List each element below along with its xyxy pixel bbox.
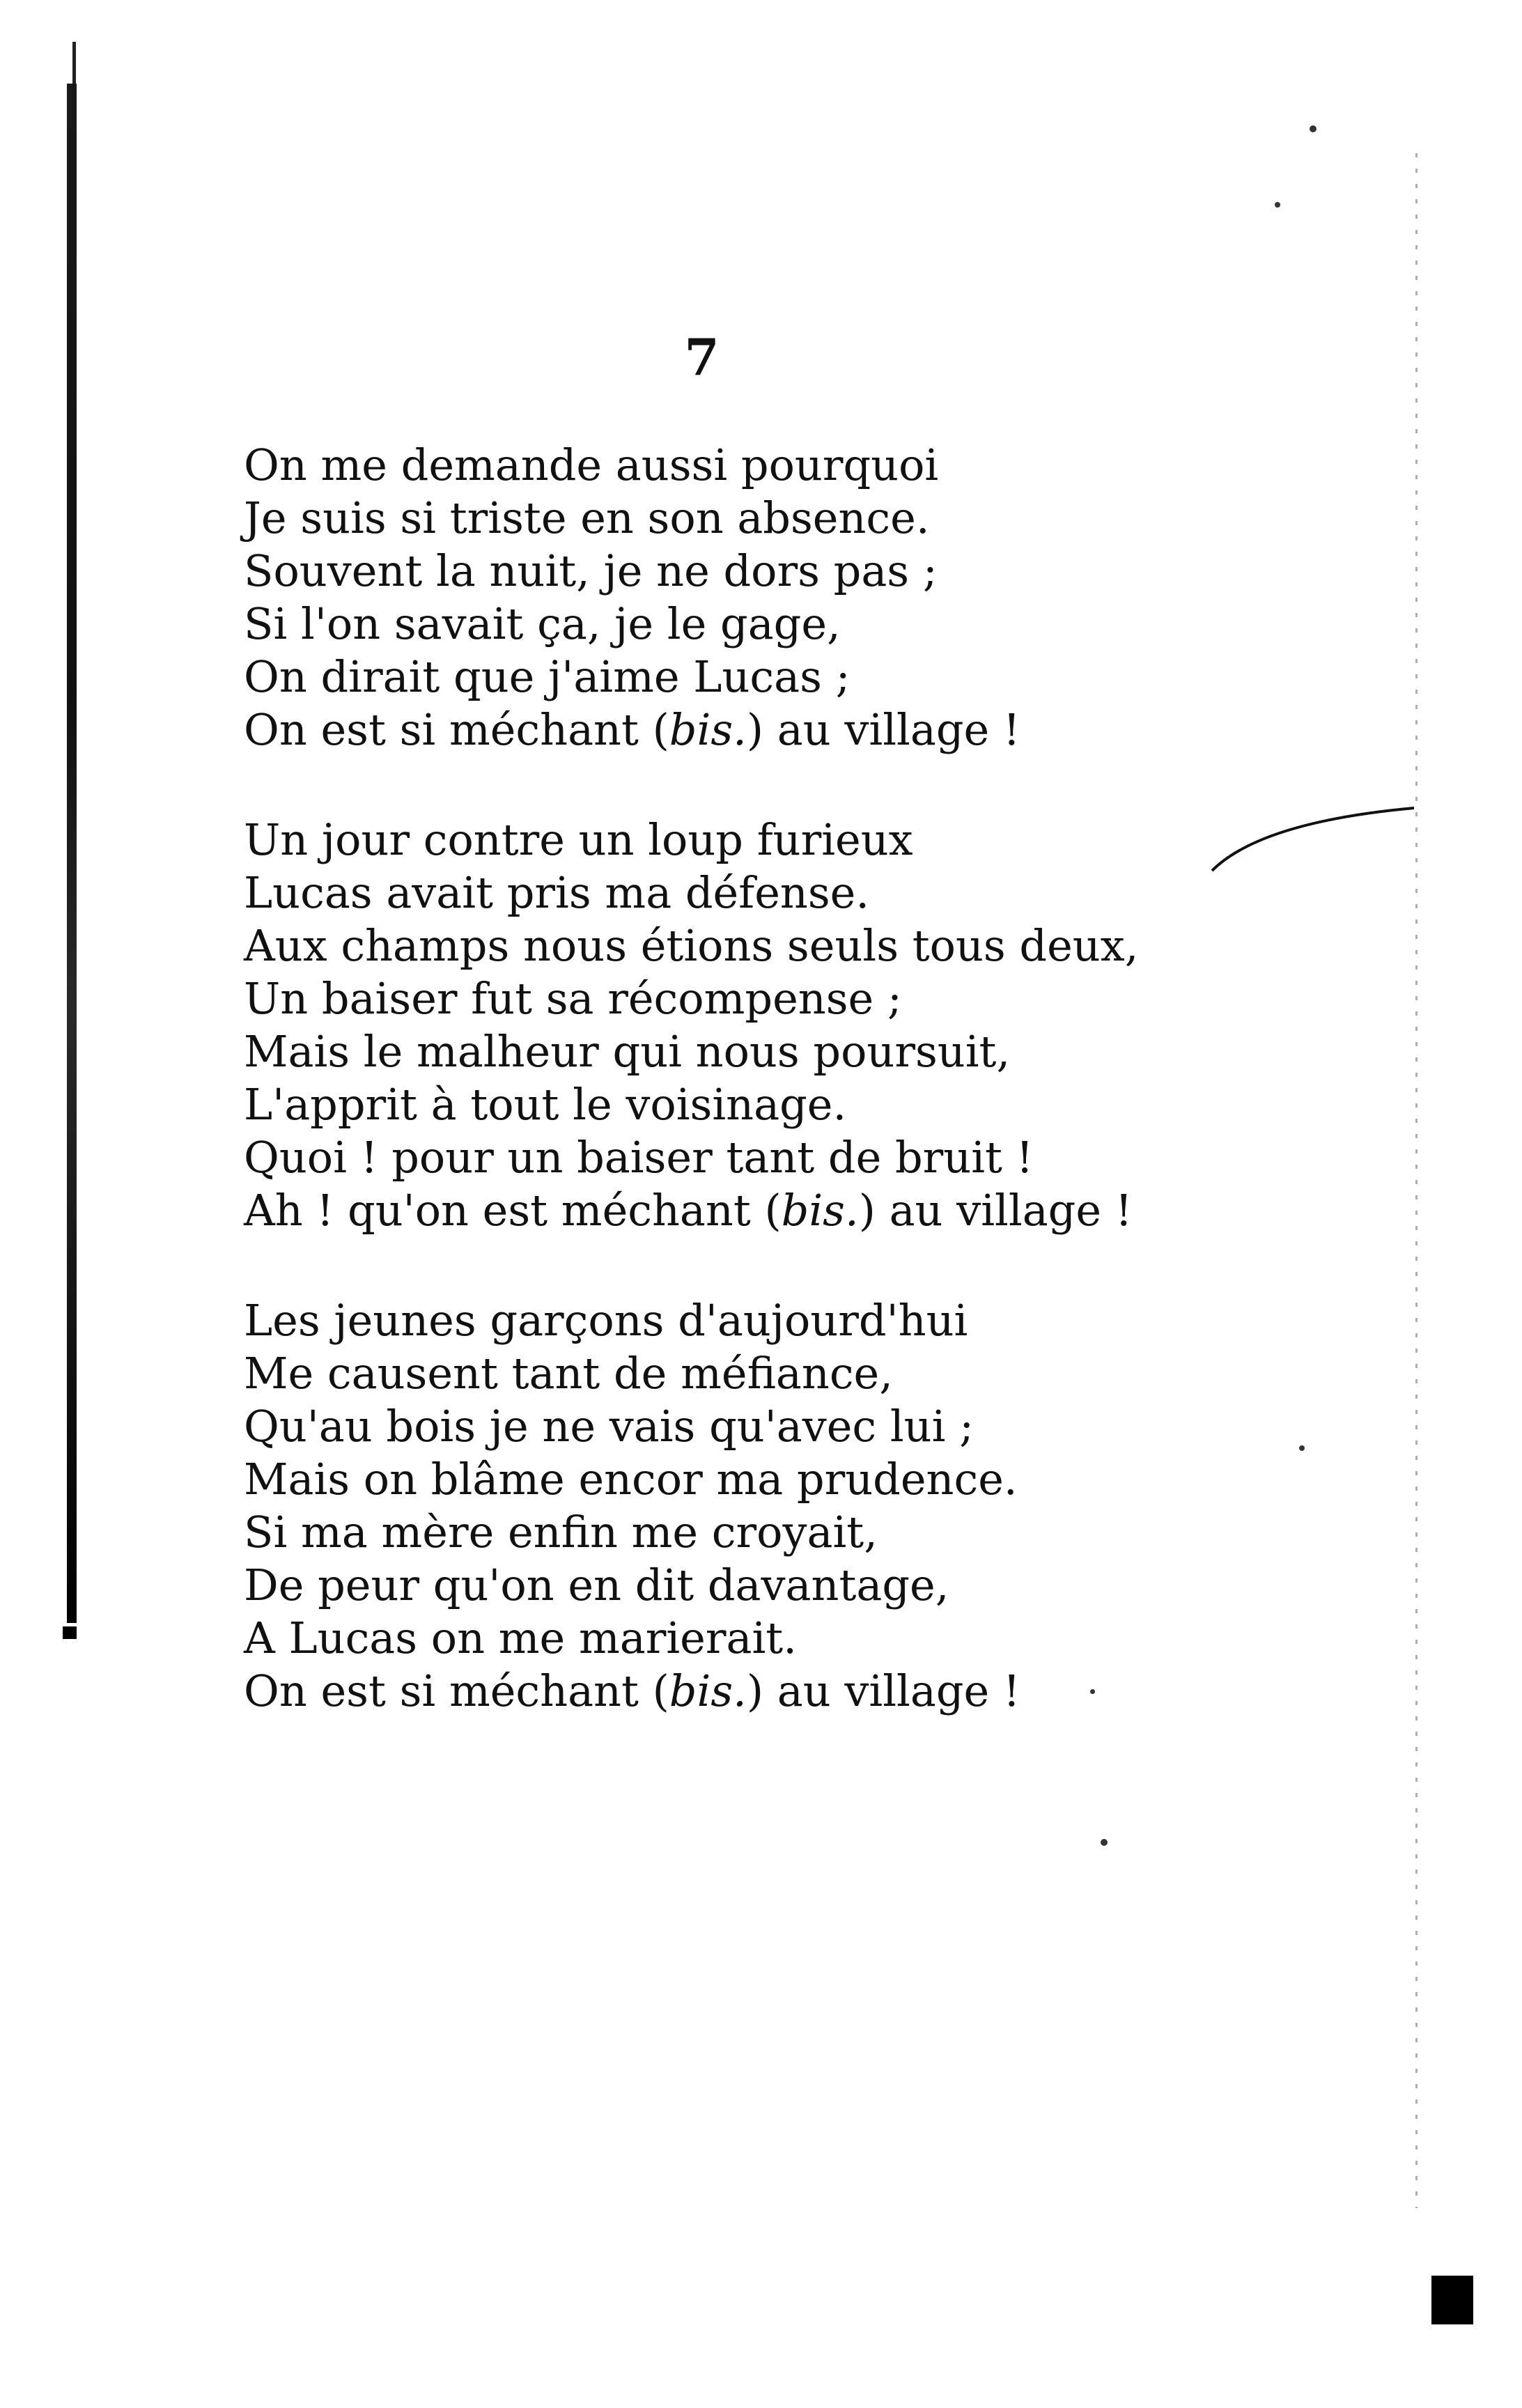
poem-line: Aux champs nous étions seuls tous deux,: [244, 920, 1139, 971]
poem-line: Me causent tant de méfiance,: [244, 1348, 893, 1399]
refrain-text: On est si méchant (: [244, 704, 669, 755]
ink-speck: [1310, 125, 1317, 132]
stanza-2: [244, 814, 1275, 1237]
bis-marker: bis.: [669, 1665, 747, 1716]
page-right-edge: [1415, 153, 1418, 2208]
poem-line: On me demande aussi pourquoi: [244, 440, 939, 490]
poem-line: Les jeunes garçons d'aujourd'hui: [244, 1295, 968, 1346]
poem-line: De peur qu'on en dit davantage,: [244, 1560, 949, 1610]
bis-marker: bis.: [669, 704, 747, 755]
poem-line: Qu'au bois je ne vais qu'avec lui ;: [244, 1401, 974, 1452]
refrain-text: ) au village !: [746, 704, 1020, 755]
binding-mark: [63, 1626, 77, 1639]
poem-line: Souvent la nuit, je ne dors pas ;: [244, 545, 938, 596]
refrain-text: Ah ! qu'on est méchant (: [244, 1185, 782, 1236]
poem-line: Si ma mère enfin me croyait,: [244, 1507, 878, 1558]
refrain-text: ) au village !: [746, 1665, 1020, 1716]
stanza-1: [244, 439, 1275, 756]
poem-line: Un baiser fut sa récompense ;: [244, 973, 902, 1024]
binding-edge: [67, 84, 77, 1623]
corner-smudge: [1431, 2276, 1473, 2324]
refrain-text: ) au village !: [858, 1185, 1133, 1236]
poem-line: Un jour contre un loup furieux: [244, 814, 913, 865]
bis-marker: bis.: [781, 1185, 859, 1236]
ink-speck: [1101, 1839, 1108, 1846]
poem-line: Mais le malheur qui nous poursuit,: [244, 1026, 1011, 1077]
poem-line: L'apprit à tout le voisinage.: [244, 1079, 847, 1130]
ink-speck: [1275, 202, 1280, 208]
poem-line: Quoi ! pour un baiser tant de bruit !: [244, 1132, 1034, 1183]
refrain-text: On est si méchant (: [244, 1665, 669, 1716]
poem-line: Je suis si triste en son absence.: [244, 492, 930, 543]
poem-line: On dirait que j'aime Lucas ;: [244, 651, 851, 702]
poem-line: Lucas avait pris ma défense.: [244, 867, 870, 918]
poem: [244, 439, 1275, 1775]
page-number: 7: [684, 327, 720, 387]
refrain-line: [244, 1665, 1275, 1718]
poem-line: Mais on blâme encor ma prudence.: [244, 1454, 1018, 1505]
poem-line: A Lucas on me marierait.: [244, 1613, 797, 1663]
poem-line: Si l'on savait ça, je le gage,: [244, 598, 841, 649]
refrain-line: [244, 704, 1275, 756]
ink-speck: [1299, 1445, 1305, 1451]
stanza-3: [244, 1294, 1275, 1718]
refrain-line: [244, 1184, 1275, 1237]
